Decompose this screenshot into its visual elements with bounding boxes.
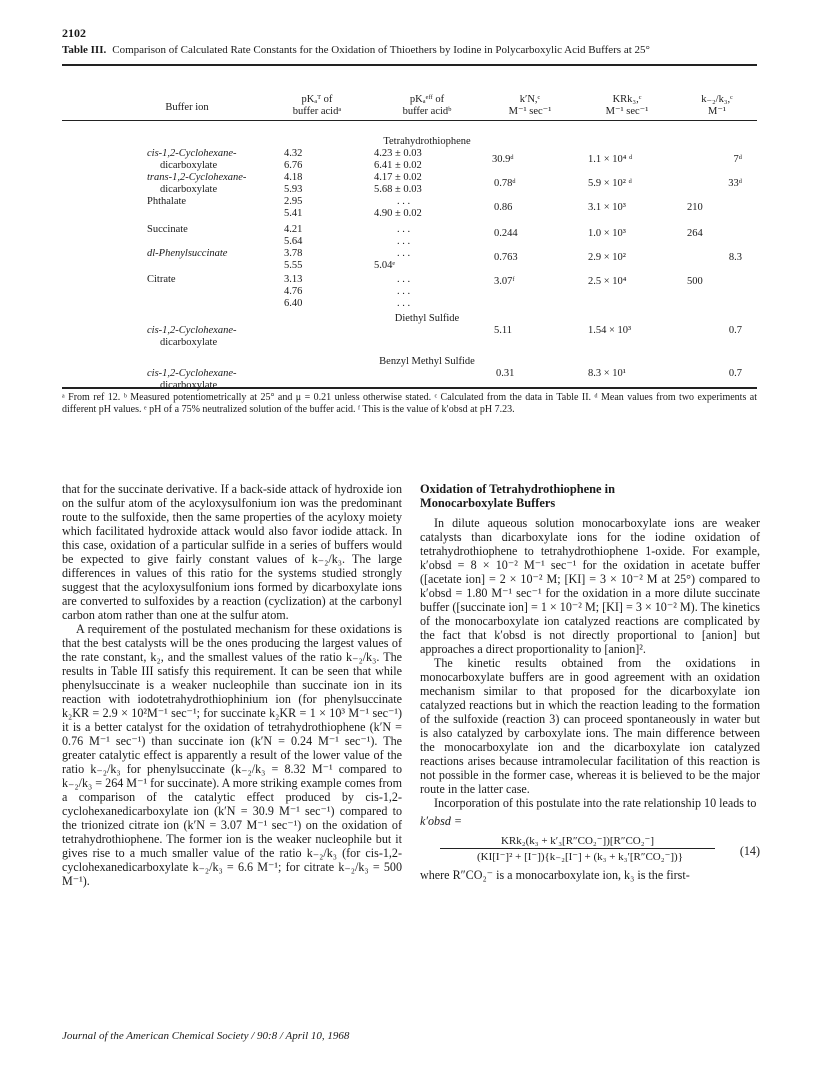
table-row-6-pkt-a: 3.13 [284, 274, 303, 285]
header-pka-eff-2: buffer acidᵇ [402, 106, 452, 117]
section-benzyl-methyl-sulfide: Benzyl Methyl Sulfide [379, 356, 475, 367]
equation-14 [420, 814, 760, 868]
table-row-3-pke-a: . . . [397, 196, 411, 207]
table-row-5-pke-b: 5.04ᵉ [374, 260, 396, 271]
table-row-1-pke-a: 4.23 ± 0.03 [374, 148, 422, 159]
left-paragraph-1: that for the succinate derivative. If a back-side attack of hydroxide ion on the sulfur atom of the acyloxysulfonium ion was the predominant route to the sulfoxide, then the same properties of the acyloxy moiety which facilitated hydroxide attack would also favor iodide attack. In this case, oxidation of a particular sulfide in a series of buffers would be expected to give fairly constant values of k₋₂/k₃. The large differences in values of this ratio for the systems studied strongly suggest that the acyloxysulfonium ions formed by dicarboxylate ions are converted to sulfoxides by a reaction (cyclization) at the carbonyl carbon atom rather than one at the sulfur atom. [62, 482, 402, 622]
journal-footer: Journal of the American Chemical Society / 90:8 / April 10, 1968 [62, 1030, 350, 1042]
section-diethyl-sulfide: Diethyl Sulfide [394, 313, 460, 324]
table-row-3-name: Phthalate [147, 196, 187, 207]
table-row-8-name-a: cis-1,2-Cyclohexane- [147, 368, 237, 379]
left-paragraph-2: A requirement of the postulated mechanism for these oxidations is that the best catalysts will be the ones producing the largest values of the rate constant, k₂, and the smallest values of the ratio k₋₂/k₃. The results in Table III satisfy this requirement. It can be seen that while phenylsuccinate is a weaker nucleophile than succinate ion in its reaction with iodotetrahydrothiophinium ion (for phenylsuccinate k₂KR = 2.9 × 10²M⁻¹ sec⁻¹; for succinate k₂KR = 1 × 10³ M⁻¹ sec⁻¹) it is a better catalyst for the oxidation of tetrahydrothiophene (k′N = 0.76 M⁻¹ sec⁻¹) than succinate ion (k′N = 0.24 M⁻¹ sec⁻¹). The greater catalytic effect is apparently a result of the lower value of the ratio k₋₂/k₃ for phenylsuccinate (k₋₂/k₃ = 8.32 M⁻¹ compared to k₋₂/k₃ = 264 M⁻¹ for succinate). A more striking example comes from a comparison of the catalytic effect produced by cis-1,2-cyclohexanedicarboxylate ion (k′N = 30.9 M⁻¹ sec⁻¹) compared to the trionized citrate ion (k′N = 3.07 M⁻¹ sec⁻¹) on the oxidation of tetrahydrothiophene. The former ion is the weaker nucleophile but it gives rise to a much smaller value of the ratio k₋₂/k₃ (for cis-1,2-cyclohexanedicarboxylate k₋₂/k₃ = 6.6 M⁻¹; for citrate k₋₂/k₃ = 500 M⁻¹). [62, 622, 402, 888]
table-row-4-pkt-a: 4.21 [284, 224, 303, 235]
table-row-4-pkt-b: 5.64 [284, 236, 303, 247]
table-row-3-pkt-b: 5.41 [284, 208, 303, 219]
table-footnotes: ᵃ From ref 12. ᵇ Measured potentiometrically at 25° and μ = 0.21 unless otherwise stated. ᶜ Calculated from the data in Table II. ᵈ Mean values from two experiments at different pH values. ᵉ pH of a 75% neutralized solution of the buffer acid. ᶠ This is the value of k′obsd at pH 7.23. [62, 392, 757, 415]
table-row-6-pke-c: . . . [397, 298, 411, 309]
table-row-8-kn: 0.31 [496, 368, 515, 379]
equation-fraction-bar [440, 848, 715, 849]
table-row-8-name-b: dicarboxylate [160, 380, 218, 391]
table-row-2-pke-b: 5.68 ± 0.03 [374, 184, 422, 195]
table-row-4-pke-b: . . . [397, 236, 411, 247]
right-paragraph-4: where R″CO₂⁻ is a monocarboxylate ion, k₃ is the first- [420, 868, 690, 882]
table-row-6-ratio: 500 [687, 276, 703, 287]
table-row-4-pke-a: . . . [397, 224, 411, 235]
table-row-2-ratio: 33ᵈ [728, 178, 742, 189]
table-row-1-pkt-b: 6.76 [284, 160, 303, 171]
table-row-5-pkt-a: 3.78 [284, 248, 303, 259]
header-pka-t-1: pKₐᵀ of [301, 94, 333, 105]
left-column [62, 482, 402, 888]
table-row-1-name-b: dicarboxylate [160, 160, 218, 171]
right-column [420, 482, 760, 882]
right-paragraph-3: Incorporation of this postulate into the rate relationship 10 leads to [434, 796, 757, 810]
table-row-6-kn: 3.07ᶠ [494, 276, 515, 287]
equation-number: (14) [739, 844, 760, 858]
table-row-2-name-b: dicarboxylate [160, 184, 218, 195]
table-row-6-pke-a: . . . [397, 274, 411, 285]
table-row-5-name: dl-Phenylsuccinate [147, 248, 228, 259]
table-row-1-ratio: 7ᵈ [733, 154, 742, 165]
table-label: Table III. [62, 44, 107, 56]
equation-lead: k′obsd = [420, 814, 463, 828]
table-row-5-krk3: 2.9 × 10² [588, 252, 626, 263]
table-row-4-ratio: 264 [687, 228, 703, 239]
table-row-6-name: Citrate [147, 274, 176, 285]
section-heading-line-1: Oxidation of Tetrahydrothiophene in [420, 482, 615, 496]
table-row-7-name-b: dicarboxylate [160, 337, 218, 348]
table-row-3-pkt-a: 2.95 [284, 196, 303, 207]
table-row-2-pkt-a: 4.18 [284, 172, 303, 183]
data-table [62, 66, 757, 391]
right-paragraph-2: The kinetic results obtained from the oxidations in monocarboxylate buffers are in good agreement with an oxidation mechanism similar to that proposed for the dicarboxylate ion catalyzed reactions but in which the reaction leading to the formation of the sulfoxide (reaction 3) can proceed spontaneously in water but is also catalyzed by carboxylate ions. The main difference between the monocarboxylate ion and the dicarboxylate ion catalyzed reactions arises because intramolecular facilitation of this reaction is not possible in the former case, whereas it is believed to be the major route in the latter case. [420, 656, 760, 796]
table-row-3-pke-b: 4.90 ± 0.02 [374, 208, 422, 219]
table-row-3-ratio: 210 [687, 202, 703, 213]
table-row-2-pkt-b: 5.93 [284, 184, 303, 195]
table-row-2-krk3: 5.9 × 10² ᵈ [588, 178, 632, 189]
table-row-6-krk3: 2.5 × 10⁴ [588, 276, 627, 287]
table-row-3-krk3: 3.1 × 10³ [588, 202, 626, 213]
table-row-7-krk3: 1.54 × 10³ [588, 325, 632, 336]
header-pka-t-2: buffer acidᵃ [292, 106, 342, 117]
table-row-7-kn: 5.11 [494, 325, 512, 336]
table-row-2-pke-a: 4.17 ± 0.02 [374, 172, 422, 183]
header-ratio-1: k₋₂/k₃,ᶜ [701, 94, 733, 105]
table-row-1-pkt-a: 4.32 [284, 148, 303, 159]
table-row-3-kn: 0.86 [494, 202, 513, 213]
table-row-5-pkt-b: 5.55 [284, 260, 303, 271]
table-caption [62, 44, 762, 56]
table-row-7-name-a: cis-1,2-Cyclohexane- [147, 325, 237, 336]
section-tetrahydrothiophene: Tetrahydrothiophene [383, 136, 471, 147]
table-row-6-pkt-b: 4.76 [284, 286, 303, 297]
page-number: 2102 [62, 26, 86, 40]
header-ratio-2: M⁻¹ [707, 106, 727, 117]
header-krk3-1: KRk₃,ᶜ [612, 94, 642, 105]
section-heading [420, 482, 760, 510]
table-row-5-pke-a: . . . [397, 248, 411, 259]
header-kn-2: M⁻¹ sec⁻¹ [508, 106, 552, 117]
table-row-6-pkt-c: 6.40 [284, 298, 303, 309]
right-paragraph-1: In dilute aqueous solution monocarboxylate ions are weaker catalysts than dicarboxylate ions for the iodine oxidation of tetrahydrothiophene to tetrahydrothiophene 1-oxide. For example, k′obsd = 8 × 10⁻² M⁻¹ sec⁻¹ for the oxidation in acetate buffer ([acetate ion] = 2 × 10⁻² M; [KI] = 3 × 10⁻² M at 25°) compared to k′obsd = 1.80 M⁻¹ sec⁻¹ for the oxidation in a more dilute succinate buffer ([succinate ion] = 1 × 10⁻² M; [KI] = 3 × 10⁻² M). The kinetics of the monocarboxylate ion catalyzed reactions are complicated by the fact that k′obsd is not directly proportional to [anion] but approaches a direct proportionality to [anion]². [420, 516, 760, 656]
table-row-2-kn: 0.78ᵈ [494, 178, 516, 189]
table-row-4-kn: 0.244 [494, 228, 518, 239]
table-row-8-krk3: 8.3 × 10¹ [588, 368, 626, 379]
table-row-7-ratio: 0.7 [728, 325, 742, 336]
table-row-4-name: Succinate [147, 224, 188, 235]
table-row-5-ratio: 8.3 [728, 252, 742, 263]
equation-fraction [420, 834, 760, 868]
table-row-5-kn: 0.763 [494, 252, 518, 263]
table-row-1-krk3: 1.1 × 10⁴ ᵈ [588, 154, 633, 165]
table-row-1-pke-b: 6.41 ± 0.02 [374, 160, 422, 171]
table-caption-text: Comparison of Calculated Rate Constants for the Oxidation of Thioethers by Iodine in Polycarboxylic Acid Buffers at 25° [112, 44, 650, 56]
table-row-1-name-a: cis-1,2-Cyclohexane- [147, 148, 237, 159]
header-kn-1: k′N,ᶜ [519, 94, 541, 105]
header-krk3-2: M⁻¹ sec⁻¹ [605, 106, 649, 117]
header-buffer-ion: Buffer ion [165, 102, 209, 113]
table-row-2-name-a: trans-1,2-Cyclohexane- [147, 172, 247, 183]
table-row-1-kn: 30.9ᵈ [492, 154, 514, 165]
section-heading-line-2: Monocarboxylate Buffers [420, 496, 556, 510]
table-row-4-krk3: 1.0 × 10³ [588, 228, 626, 239]
table-row-8-ratio: 0.7 [728, 368, 742, 379]
table-row-6-pke-b: . . . [397, 286, 411, 297]
equation-denominator: (KI[I⁻]² + [I⁻]){k₋₂[I⁻] + (k₃ + k₃′[R″CO₂⁻])} [477, 851, 683, 863]
equation-numerator: KRk₂(k₃ + k′₃[R″CO₂⁻])[R″CO₂⁻] [500, 835, 655, 847]
header-pka-eff-1: pKₐᵉᶠᶠ of [409, 94, 445, 105]
